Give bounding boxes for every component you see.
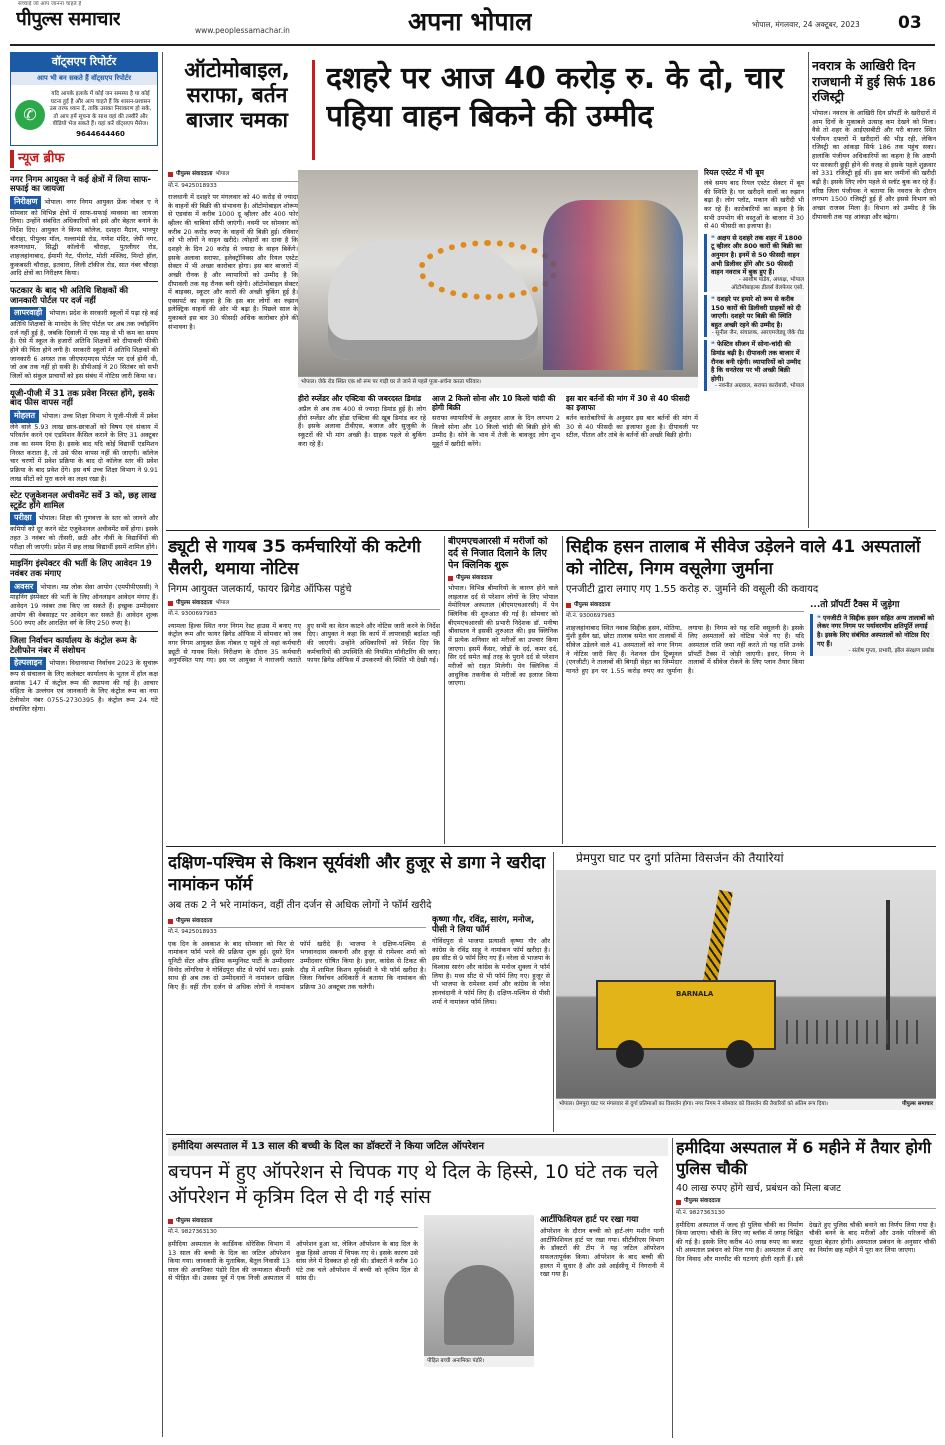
whatsapp-subtitle: आप भी बन सकते हैं वॉट्सएप रिपोर्टर (11, 72, 157, 85)
siddiq-text: शाहजहांनाबाद स्थित नवाब सिद्दीक हसन, मोतिया, मुंशी हुसैन खां, छोटा तालाब समेत चार तालाबों में सीवेज उड़ेलने वाले 41 अस्पतालों को नगर निगम ने नोटिस जारी किए हैं। नेशनल ग्रीन ट्रिब्यूनल (एनजीटी) ने तालाबों की बिगड़ी सेहत का जिम्मेदार मानते हुए इन पर 1.55 करोड़ रुपए का जुर्माना लगाया है। निगम को यह राशि वसूलनी है। इसके लिए अस्पतालों को नोटिस भेजे गए हैं। यदि अस्पताल राशि जमा नहीं करते तो यह राशि उनके प्रॉपर्टी टैक्स में जोड़ी जाएगी। इधर, निगम ने तालाबों में सीवेज रोकने के लिए प्लान तैयार किया है। (566, 623, 804, 675)
lead-photo-caption: भोपाल। जेके रोड स्थित एक शो रूम पर गाड़ी घर ले जाने से पहले पूजा-अर्चना करता परिवार। (298, 376, 698, 388)
left-item-tag: हेल्पलाइन (10, 657, 46, 670)
hamidia-police-headline: हमीदिया अस्पताल में 6 महीने में तैयार होगी पुलिस चौकी (676, 1138, 932, 1178)
left-item (10, 389, 158, 484)
sub-text: अप्रैल से अब तक 400 से ज्यादा डिमांड हुई है। लोग हीरो स्प्लेंडर और होंडा एक्टिवा की खूब डिमांड कर रहे हैं। इसके अलावा टीवीएस, बजाज और सुजुकी के स्कूटरों की भी मांग अच्छी है। ग्राहक पहले से बुकिंग करा रहे हैं। (298, 405, 426, 448)
prempura-caption-text: भोपाल। प्रेमपुरा घाट पर मंगलवार से दुर्गा प्रतिमाओं का विसर्जन होगा। नगर निगम ने सोमवार को विसर्जन की तैयारियों को अंतिम रूप दिया। (559, 1100, 828, 1107)
garland-shape (418, 240, 558, 300)
quote-text: अक्षय से दशहरे तक शहर में 1800 टू व्हीलर और 800 कारों की बिक्री का अनुमान है। इनमें से 50 फीसदी वाहन अभी डिलीवर होंगे और 50 फीसदी वाहन नवरात्र में बुक हुए हैं। (711, 233, 803, 277)
navratri-text: भोपाल। नवरात्र के आखिरी दिन प्रॉपर्टी के खरीदारों में आम दिनों के मुकाबले उत्साह कम देखने को मिला। वैसे तो शहर के आईएसबीटी और परी बाजार स्थित पंजीयन दफ्तरों में खरीदारों की भीड़ रही, लेकिन रजिस्ट्री का आंकड़ा सिर्फ 186 तक पहुंच सका। हालांकि पंजीयन अधिकारियों का कहना है कि अष्टमी पर सरकारी छुट्टी होने की वजह से इसके पहले शुक्रवार को 331 रजिस्ट्री हुई थीं। इस बार जमीनों की खरीदी बढ़ी है। इसके लिए लोग पहले से स्लॉट बुक कर रहे हैं। वरिष्ठ जिला पंजीयक ने बताया कि नवरात्र के दौरान लगभग 1500 रजिस्ट्री हुई हैं और इससे विभाग को अच्छा राजस्व मिला है। विभाग को उम्मीद है कि दीपावली तक यह आंकड़ा और बढ़ेगा। (812, 108, 936, 221)
left-item (10, 491, 158, 551)
lead-photo (298, 170, 698, 390)
kishan-headline: दक्षिण-पश्चिम से किशन सूर्यवंशी और हुजूर से डागा ने खरीदा नामांकन फॉर्म (168, 853, 546, 896)
crane-wheel (616, 1040, 644, 1068)
masthead (0, 0, 945, 44)
left-item-headline: माइनिंग इंस्पेक्टर की भर्ती के लिए आवेदन 19 नवंबर तक मंगाए (10, 558, 152, 578)
quote-text: फेस्टिव सीजन में सोना-चांदी की डिमांड बढ़ी है। दीपावली तक बाजार में रौनक बनी रहेगी। व्यापारियों को उम्मीद है कि धनतेरस पर भी अच्छी बिक्री होगी। (711, 340, 801, 383)
byline-marker (168, 601, 173, 606)
dealer-quote (704, 295, 804, 337)
byline-marker (168, 919, 173, 924)
quote-text: दशहरे पर हमारे शो रूम से करीब 150 कारों की डिलीवरी ग्राहकों को दी जाएगी। दशहरे पर बिक्री की स्थिति बहुत अच्छी रहने की उम्मीद है। (711, 295, 801, 330)
bmhrc-story (448, 536, 558, 844)
lead-kicker: ऑटोमोबाइल, सराफा, बर्तन बाजार चमका (184, 58, 290, 133)
ghat-crane-photo (556, 870, 936, 1098)
quote-icon: ❝ (711, 340, 717, 349)
left-item-tag: निरीक्षण (10, 196, 41, 209)
quote-icon: ❝ (817, 613, 823, 622)
bmhrc-text: भोपाल। विभिन्न बीमारियों के कारण होने वाले लाइलाज दर्द से परेशान लोगों के लिए भोपाल मेमोरियल अस्पताल (बीएमएचआरसी) में पेन क्लिनिक की शुरुआत की गई है। सोमवार को बीएमएचआरसी की प्रभारी निदेशक डॉ. मनीषा श्रीवास्तव ने इसकी शुरुआत की। इस क्लिनिक में प्रत्येक शनिवार को मरीजों का उपचार किया जाएगा। इसमें कैंसर, जोड़ों के दर्द, कमर दर्द, सिर दर्द समेत कई तरह के पुराने दर्द से परेशान मरीजों को राहत मिलेगी। पेन क्लिनिक में आधुनिक तकनीक से मरीजों का इलाज किया जाएगा। (448, 584, 558, 688)
siddiq-byline: पीपुल्स संवाददाता (574, 601, 611, 608)
crane-label: BARNALA (676, 989, 714, 998)
left-item-text: भोपाल। प्रदेश के सरकारी स्कूलों में पढ़ा रहे कई अतिथि शिक्षकों के मानदेय के लिए पोर्टल पर अब तक ज्वॉइनिंग दर्ज नहीं हुई है, जबकि दिवाली में एक माह से भी कम का समय है। ऐसे में स्कूल के हजारों अतिथि शिक्षकों को दीपावली फीकी होने की चिंता होने लगी है। सरकारी स्कूलों में अतिथि शिक्षकों की जानकारी 6 अगस्त तक जीएफएमएस पोर्टल पर दर्ज होनी थी, जो अब तक नहीं हो सकी है। डीपीआई ने 20 सितंबर को सभी जिलों को संकुल प्राचार्यों को इस संबंध में नोटिस जारी किया था। (10, 309, 158, 380)
quote-icon: ❝ (711, 233, 717, 242)
whatsapp-icon: ✆ (15, 100, 45, 130)
artificial-heart-headline: आर्टीफिशियल हार्ट पर रखा गया (540, 1214, 639, 1225)
quote-author: - आशीष पांडेय, अध्यक्ष, भोपाल ऑटोमोबाइल्स डीलर्स वेलफेयर एसो. (731, 277, 804, 291)
hamidia-rule (672, 1138, 673, 1438)
left-item (10, 286, 158, 381)
left-item-headline: जिला निर्वाचन कार्यालय के कंट्रोल रूम के टेलीफोन नंबर में संशोधन (10, 634, 137, 655)
quote-text: एनजीटी ने सिद्दीक हसन सहित अन्य तालाबों को लेकर नगर निगम पर पर्यावरणीय क्षतिपूर्ति लगाई है। इसके लिए संबंधित अस्पतालों को नोटिस दिए गए हैं। (817, 613, 934, 648)
kishan-text: एक दिन के अवकाश के बाद सोमवार को फिर से नामांकन फॉर्म भरने की प्रक्रिया शुरू हुई। दूसरे दिन यूनिटी सेंटर ऑफ इंडिया कम्युनिस्ट पार्टी के उम्मीदवार विनोद लोंगरिया ने गोविंदपुरा सीट से फॉर्म भरा। इसके साथ ही अब तक दो उम्मीदवारों ने नामांकन दाखिल किए हैं। वहीं तीन दर्जन से अधिक लोगों ने नामांकन फॉर्म खरीदे हैं। भाजपा ने दक्षिण-पश्चिम से भगवानदास सबनानी और हुजूर से रामेश्वर शर्मा को उम्मीदवार घोषित किया है। इधर, कांग्रेस से टिकट की दौड़ में शामिल किशन सूर्यवंशी ने भी फॉर्म खरीदा है। जिला निर्वाचन अधिकारी ने बताया कि नामांकन की प्रक्रिया 30 अक्टूबर तक चलेगी। (168, 939, 426, 991)
bmhrc-byline: पीपुल्स संवाददाता (456, 574, 493, 581)
byline-marker (448, 576, 453, 581)
quote-author: - सुनील जैन, संचालक, आरएमजेड्यू जेके रोड (711, 329, 804, 336)
hamidia-heart-text: हमीदिया अस्पताल के कार्डियक थोरेसिक विभाग में 13 साल की बच्ची के दिल का जटिल ऑपरेशन किया गया। जानकारी के मुताबिक, बैतूल निवासी 13 साल की अनामिका पंडोरे दिल की जन्मजात बीमारी से पीड़ित थी। उसका पूर्व में एक निजी अस्पताल में ऑपरेशन हुआ था, लेकिन ऑपरेशन के बाद दिल के कुछ हिस्से आपस में चिपक गए थे। इसके कारण उसे सांस लेने में दिक्कत हो रही थी। डॉक्टरों ने करीब 10 घंटे तक चले ऑपरेशन में बच्ची को कृत्रिम दिल से सांस दी। (168, 1239, 418, 1283)
whatsapp-box (10, 52, 158, 146)
kishan-side-headline: कृष्णा गौर, रविंद्र, सारंग, मनोज, पीसी ने लिया फॉर्म (432, 914, 535, 935)
lead-right-rule (808, 52, 809, 528)
real-estate-box (704, 168, 804, 508)
left-item (10, 175, 158, 278)
left-item (10, 636, 158, 713)
whatsapp-title: वॉट्सएप रिपोर्टर (11, 53, 157, 72)
whatsapp-number: 9644644460 (76, 129, 125, 138)
hamidia-heart-story (168, 1138, 668, 1438)
artificial-heart-text: ऑपरेशन के दौरान बच्ची को हार्ट-लंग मशीन यानी आर्टीफिशियल हार्ट पर रखा गया। सीटीवीएस विभाग के डॉक्टरों की टीम ने यह जटिल ऑपरेशन सफलतापूर्वक किया। ऑपरेशन के बाद बच्ची की हालत में सुधार है और उसे आईसीयू में निगरानी में रखा गया है। (540, 1226, 664, 1279)
left-item-headline: फटकार के बाद भी अतिथि शिक्षकों की जानकारी पोर्टल पर दर्ज नहीं (10, 284, 129, 305)
duty-headline: ड्यूटी से गायब 35 कर्मचारियों की कटेगी सैलरी, थमाया नोटिस (168, 537, 421, 580)
left-item-headline: स्टेट एजुकेशनल अचीवमेंट सर्वे 3 को, छह लाख स्टूडेंट होंगे शामिल (10, 490, 157, 510)
hamidia-police-text: हमीदिया अस्पताल में जल्द ही पुलिस चौकी का निर्माण किया जाएगा। चौकी के लिए नए ब्लॉक में जगह चिह्नित की गई है। इसके लिए करीब 40 लाख रुपए का बजट भी अस्पताल प्रबंधन को मिल गया है। अस्पताल में आए दिन विवाद और मारपीट की घटनाएं होती रहती हैं। इसे देखते हुए पुलिस चौकी बनाने का निर्णय लिया गया है। चौकी बनने के बाद मरीजों और उनके परिजनों की सुरक्षा बेहतर होगी। अस्पताल प्रबंधन के अनुसार चौकी का निर्माण छह महीने में पूरा कर लिया जाएगा। (676, 1220, 936, 1264)
lead-text: राजधानी में दशहरे पर मंगलवार को 40 करोड़ से ज्यादा के वाहनों की बिक्री की संभावना है। ऑटोमोबाइल शोरूम से एडवांस में करीब 1000 दू व्हीलर और 400 फोर व्हीलर की चाबियां सौंपी जाएंगी। नवमी पर सोमवार को करीब 20 करोड़ रुपए के वाहनों की बिक्री हुई। रविवार को भी लोगों ने वाहन खरीदे। त्योहारों का दावा है कि दशहरे के दिन 20 करोड़ से ज्यादा के वाहन बिकेंगे। इसके अलावा सराफा, इलेक्ट्रॉनिक्स और रियल एस्टेट सेक्टर में भी अच्छा कारोबार होगा। इस बार बाजारों में अच्छी रौनक है और व्यापारियों को उम्मीद है कि दीपावली तक यह रौनक बनी रहेगी। ऑटोमोबाइल सेक्टर में बाइक्स, स्कूटर और कारों की अच्छी बुकिंग हुई है। एक्सपर्ट का कहना है कि इस बार लोगों का रुझान इलेक्ट्रिक वाहनों की ओर भी बढ़ा है। पिछले साल के मुकाबले इस बार 30 फीसदी अधिक कारोबार होने की संभावना है। (168, 193, 298, 331)
kishan-rule (553, 852, 554, 1132)
siddiq-quote (810, 614, 934, 656)
masthead-rule (10, 44, 935, 46)
real-estate-headline: रियल एस्टेट में भी बूम (704, 168, 764, 177)
siddiq-mobile: मो.नं. 9300697983 (566, 611, 804, 621)
bmhrc-headline: बीएमएचआरसी में मरीजों को दर्द से निजात दिलाने के लिए पेन क्लिनिक शुरू (448, 536, 548, 571)
row3-rule (166, 1134, 936, 1135)
quote-author: - संतोष गुप्ता, प्रभारी, झील संरक्षण प्रकोष्ठ (848, 648, 934, 655)
prempura-caption (556, 1098, 936, 1110)
lead-sub-2 (432, 394, 560, 530)
byline-marker (566, 603, 571, 608)
dealer-quote (704, 340, 804, 391)
siddiq-headline: सिद्दीक हसन तालाब में सीवेज उड़ेलने वाले 41 अस्पतालों को नोटिस, निगम वसूलेगा जुर्माना (566, 537, 921, 580)
hamidia-heart-kicker: हमीदिया अस्पताल में 13 साल की बच्ची के दिल का डॉक्टरों ने किया जटिल ऑपरेशन (168, 1138, 668, 1156)
row2-rule (166, 846, 936, 847)
kishan-sub: अब तक 2 ने भरे नामांकन, वहीं तीन दर्जन से अधिक लोगों ने फॉर्म खरीदे (168, 900, 432, 912)
patient-photo (424, 1215, 534, 1355)
left-column (10, 52, 158, 1437)
hamidia-heart-mobile: मो.नं. 9827363130 (168, 1227, 418, 1237)
kishan-side-text: गोविंदपुरा से भाजपा प्रत्याशी कृष्णा गौर और कांग्रेस के रविंद्र साहू ने नामांकन फॉर्म खरीदा है। इस सीट से 9 फॉर्म लिए गए हैं। नरेला से भाजपा के विश्वास सारंग और कांग्रेस के मनोज शुक्ला ने फॉर्म लिया है। मध्य सीट से भी फॉर्म लिए गए। हुजूर से भी भाजपा के रामेश्वर शर्मा और कांग्रेस के नरेश ज्ञानचंदानी ने फॉर्म लिए हैं। दक्षिण-पश्चिम से पीसी शर्मा ने नामांकन फॉर्म लिया। (432, 937, 550, 1006)
byline-marker (168, 172, 173, 177)
section-title: अपना भोपाल (408, 7, 533, 36)
left-column-rule (162, 52, 163, 1437)
sub-text: सराफा व्यापारियों के अनुसार आज के दिन लगभग 2 किलो सोना और 10 किलो चांदी की बिक्री होने की उम्मीद है। सोने के भाव में तेजी के बावजूद लोग शुभ मुहूर्त में खरीदी करेंगे। (432, 414, 560, 448)
whatsapp-text: यदि आपके इलाके में कोई जन समस्या है या कोई घटना हुई है और आप चाहते हैं कि शासन-प्रशासन उस तरफ ध्यान दें, ताकि उसका निराकरण हो सके, तो आप हमें सूचना के साथ वहां की तस्वीरें और वीडियो भेज सकते हैं। यहां करें वॉट्सएप मैसेज। (49, 91, 152, 128)
left-item (10, 559, 158, 628)
byline-marker (168, 1219, 173, 1224)
left-item-tag: लापरवाही (10, 307, 46, 320)
duty-rule (444, 536, 445, 844)
patient-photo-caption: पीड़ित बच्ची अनामिका पंडोरे। (424, 1355, 534, 1367)
left-item-tag: परीक्षा (10, 512, 36, 525)
siddiq-story (566, 536, 936, 844)
hamidia-heart-byline: पीपुल्स संवाददाता (176, 1217, 213, 1224)
dateline: भोपाल, मंगलवार, 24 अक्टूबर, 2023 (752, 20, 860, 29)
hamidia-police-byline: पीपुल्स संवाददाता (684, 1198, 721, 1205)
duty-mobile: मो.नं. 9300697983 (168, 609, 440, 619)
kishan-byline: पीपुल्स संवाददाता (176, 917, 213, 924)
family-shape (543, 200, 683, 370)
left-item-tag: अवसर (10, 581, 37, 594)
hamidia-police-mobile: मो.नं. 9827363130 (676, 1208, 936, 1218)
lead-city: भोपाल (215, 171, 230, 177)
left-item-headline: यूजी-पीजी में 31 तक प्रवेश निरस्त होंगे, इसके बाद फीस वापस नहीं (10, 387, 155, 408)
lead-sub-3 (566, 394, 698, 530)
crane-wheel (726, 1040, 754, 1068)
sub-headline: हीरो स्प्लेंडर और एक्टिवा की जबरदस्त डिमांड (298, 394, 422, 403)
left-item-tag: मोहलत (10, 410, 39, 423)
duty-byline: पीपुल्स संवाददाता (176, 599, 213, 606)
sub-headline: आज 2 किलो सोना और 10 किलो चांदी की होगी बिक्री (432, 394, 556, 412)
hamidia-heart-headline: बचपन में हुए ऑपरेशन से चिपक गए थे दिल के हिस्से, 10 घंटे तक चले ऑपरेशन में कृत्रिम दिल से दी गई सांस (168, 1160, 659, 1209)
real-estate-text: लंबे समय बाद रियल एस्टेट सेक्टर में बूम की स्थिति है। घर खरीदने वालों का रुझान बढ़ा है। लोग प्लॉट, मकान की खरीदी भी कर रहे हैं। कारोबारियों का कहना है कि सभी उपभोग की वस्तुओं के बाजार में 30 से 40 फीसदी का इजाफा है। (704, 179, 804, 231)
left-item-text: भोपाल। मप्र लोक सेवा आयोग (एमपीपीएससी) ने माइनिंग इंस्पेक्टर की भर्ती के लिए ऑनलाइन आवेदन मंगाए हैं। आवेदन 19 नवंबर तक किए जा सकते हैं। इच्छुक उम्मीदवार आयोग की वेबसाइट पर आवेदन कर सकते हैं। आवेदन शुल्क 500 रुपए और आरक्षित वर्ग के लिए 250 रुपए है। (10, 582, 158, 628)
masthead-tagline: सच्चाई जो आप जानना चाहते हैं (18, 1, 82, 7)
kicker-rule (312, 60, 315, 160)
prempura-headline: प्रेमपुरा घाट पर दुर्गा प्रतिमा विसर्जन की तैयारियां (576, 852, 784, 865)
photo-credit: पीपुल्स समाचार (902, 1100, 933, 1107)
paper-name: पीपुल्स समाचार (16, 8, 121, 30)
quote-icon: ❝ (711, 295, 717, 304)
page-number: 03 (898, 13, 922, 33)
duty-sub: निगम आयुक्त जलकार्य, फायर ब्रिगेड ऑफिस पहुंचे (168, 584, 352, 596)
duty-story (168, 536, 440, 844)
kishan-story (168, 852, 550, 1132)
barricade (786, 1020, 926, 1044)
lead-headline: दशहरे पर आज 40 करोड़ रु. के दो, चार पहिया वाहन बिकने की उम्मीद (326, 61, 784, 135)
siddiq-sub2: ...तो प्रॉपर्टी टैक्स में जुड़ेगा (810, 599, 900, 610)
quote-author: - नवनीत अग्रवाल, सराफा कारोबारी, भोपाल (714, 383, 804, 390)
left-item-text: भोपाल। विधानसभा निर्वाचन 2023 के सुचारू रूप से संचालन के लिए कलेक्टर कार्यालय के भूतल में हॉल कक्ष क्रमांक 147 में कंट्रोल रूम की स्थापना की गई है। आचार संहिता के उल्लंघन एवं जानकारी के लिए कंट्रोल रूम का नया टेलीफोन नंबर 0755-2730395 है। कंट्रोल रूम 24 घंटे संचालित रहेगा। (10, 659, 158, 713)
byline-marker (676, 1200, 681, 1205)
left-item-text: भोपाल। शिक्षा की गुणवत्ता के स्तर को जानने और कमियों को दूर करने स्टेट एजुकेशनल अचीवमेंट सर्वे होगा। इसके तहत 3 नवंबर को तीसरी, छठी और नौवीं के विद्यार्थियों की परीक्षा ली जाएगी। प्रदेश में छह लाख विद्यार्थी इसमें शामिल होंगे। (10, 514, 158, 551)
sub-headline: इस बार बर्तनों की मांग में 30 से 40 फीसदी का इजाफा (566, 394, 690, 412)
prempura-story (556, 852, 936, 1132)
hamidia-police-sub: 40 लाख रुपए होंगे खर्च, प्रबंधन को मिला बजट (676, 1182, 841, 1194)
lead-byline: पीपुल्स संवाददाता (176, 171, 213, 177)
news-brief-label: न्यूज ब्रीफ (10, 150, 158, 168)
duty-text: श्यामला हिल्स स्थित नगर निगम रेस्ट हाउस में बनाए गए कंट्रोल रूम और फायर ब्रिगेड ऑफिस में सोमवार को जब नगर निगम आयुक्त फ्रेंक नोबल ए पहुंचे तो वहां कर्मचारी ड्यूटी से गायब मिले। निरीक्षण के दौरान 35 कर्मचारी अनुपस्थित पाए गए। इस पर आयुक्त ने नाराजगी जताते हुए सभी का वेतन काटने और नोटिस जारी करने के निर्देश दिए। आयुक्त ने कहा कि कार्य में लापरवाही बर्दाश्त नहीं की जाएगी। उन्होंने अधिकारियों को निर्देश दिए कि कर्मचारियों की उपस्थिति की नियमित मॉनीटरिंग की जाए। फायर ब्रिगेड ऑफिस में उपकरणों की स्थिति भी देखी गई। (168, 621, 440, 665)
navratri-headline: नवरात्र के आखिरी दिन राजधानी में हुई सिर्फ 186 रजिस्ट्री (812, 58, 936, 105)
lead-sub-1 (298, 394, 426, 530)
duty-city: भोपाल (215, 599, 230, 606)
dealer-quote (704, 234, 804, 292)
bmhrc-rule (562, 536, 563, 844)
sub-text: बर्तन कारोबारियों के अनुसार इस बार बर्तनों की मांग में 30 से 40 फीसदी का इजाफा हुआ है। दीपावली पर स्टील, पीतल और तांबे के बर्तनों की अच्छी बिक्री होगी। (566, 414, 698, 440)
hamidia-police-story (676, 1138, 936, 1438)
patient-shape (444, 1265, 514, 1345)
lead-mobile: मो.नं. 9425018933 (168, 181, 298, 191)
siddiq-sub: एनजीटी द्वारा लगाए गए 1.55 करोड़ रु. जुर्माने की वसूली की कवायद (566, 584, 819, 596)
kishan-mobile: मो.नं. 9425018933 (168, 927, 426, 937)
left-item-headline: नगर निगम आयुक्त ने कई क्षेत्रों में लिया साफ-सफाई का जायजा (10, 173, 151, 194)
lead-byline-block (168, 168, 298, 331)
website: www.peoplessamachar.in (195, 26, 290, 35)
row1-rule (166, 530, 936, 531)
left-item-text: भोपाल। नगर निगम आयुक्त फ्रेंक नोबल ए ने सोमवार को विभिन्न क्षेत्रों में साफ-सफाई व्यवस्था का जायजा लिया। उन्होंने संबंधित अधिकारियों को इसे और बेहतर बनाने के निर्देश दिए। आयुक्त ने किंग्स कॉलेज, दशहरा मैदान, भानपुर चौराहा, पीपुल्स मॉल, गल्लामंडी रोड, गणेश मंदिर, जेपी नगर, करुणाधाम, सिद्धी कॉलोनी चौराहा, पुतलीघर रोड, शाहजहांनाबाद, ईमामी गेट, पीरगेट, मोती मस्जिद, मिन्टो हॉल, कुकबस्ती चौराहा, इतवारा, लिली टॉकीज रोड, सात नंबर चौराहा आदि क्षेत्रों का निरीक्षण किया। (10, 198, 158, 278)
car-showroom-photo (298, 170, 698, 376)
left-item-text: भोपाल। उच्च शिक्षा विभाग ने यूजी-पीजी में प्रवेश लेने वाले 5.93 लाख छात्र-छात्राओं को विषय एवं संकाय में परिवर्तन करने एवं एडमिशन कैंसिल कराने के लिए 31 अक्टूबर तक का समय दिया है। इसके बाद यदि कोई विद्यार्थी एडमिशन निरस्त कराता है, तो उसे फीस वापस नहीं की जाएगी। कॉलेज चार चरणों में प्रवेश प्रक्रिया के बाद दो कॉलेज स्तर की प्रवेश प्रक्रिया के बाद प्रवेश देंगे। इस वर्ष उच्च शिक्षा विभाग ने 9.91 लाख सीटों को पूरा करने का लक्ष्य रखा है। (10, 411, 158, 483)
navratri-story (812, 58, 936, 528)
